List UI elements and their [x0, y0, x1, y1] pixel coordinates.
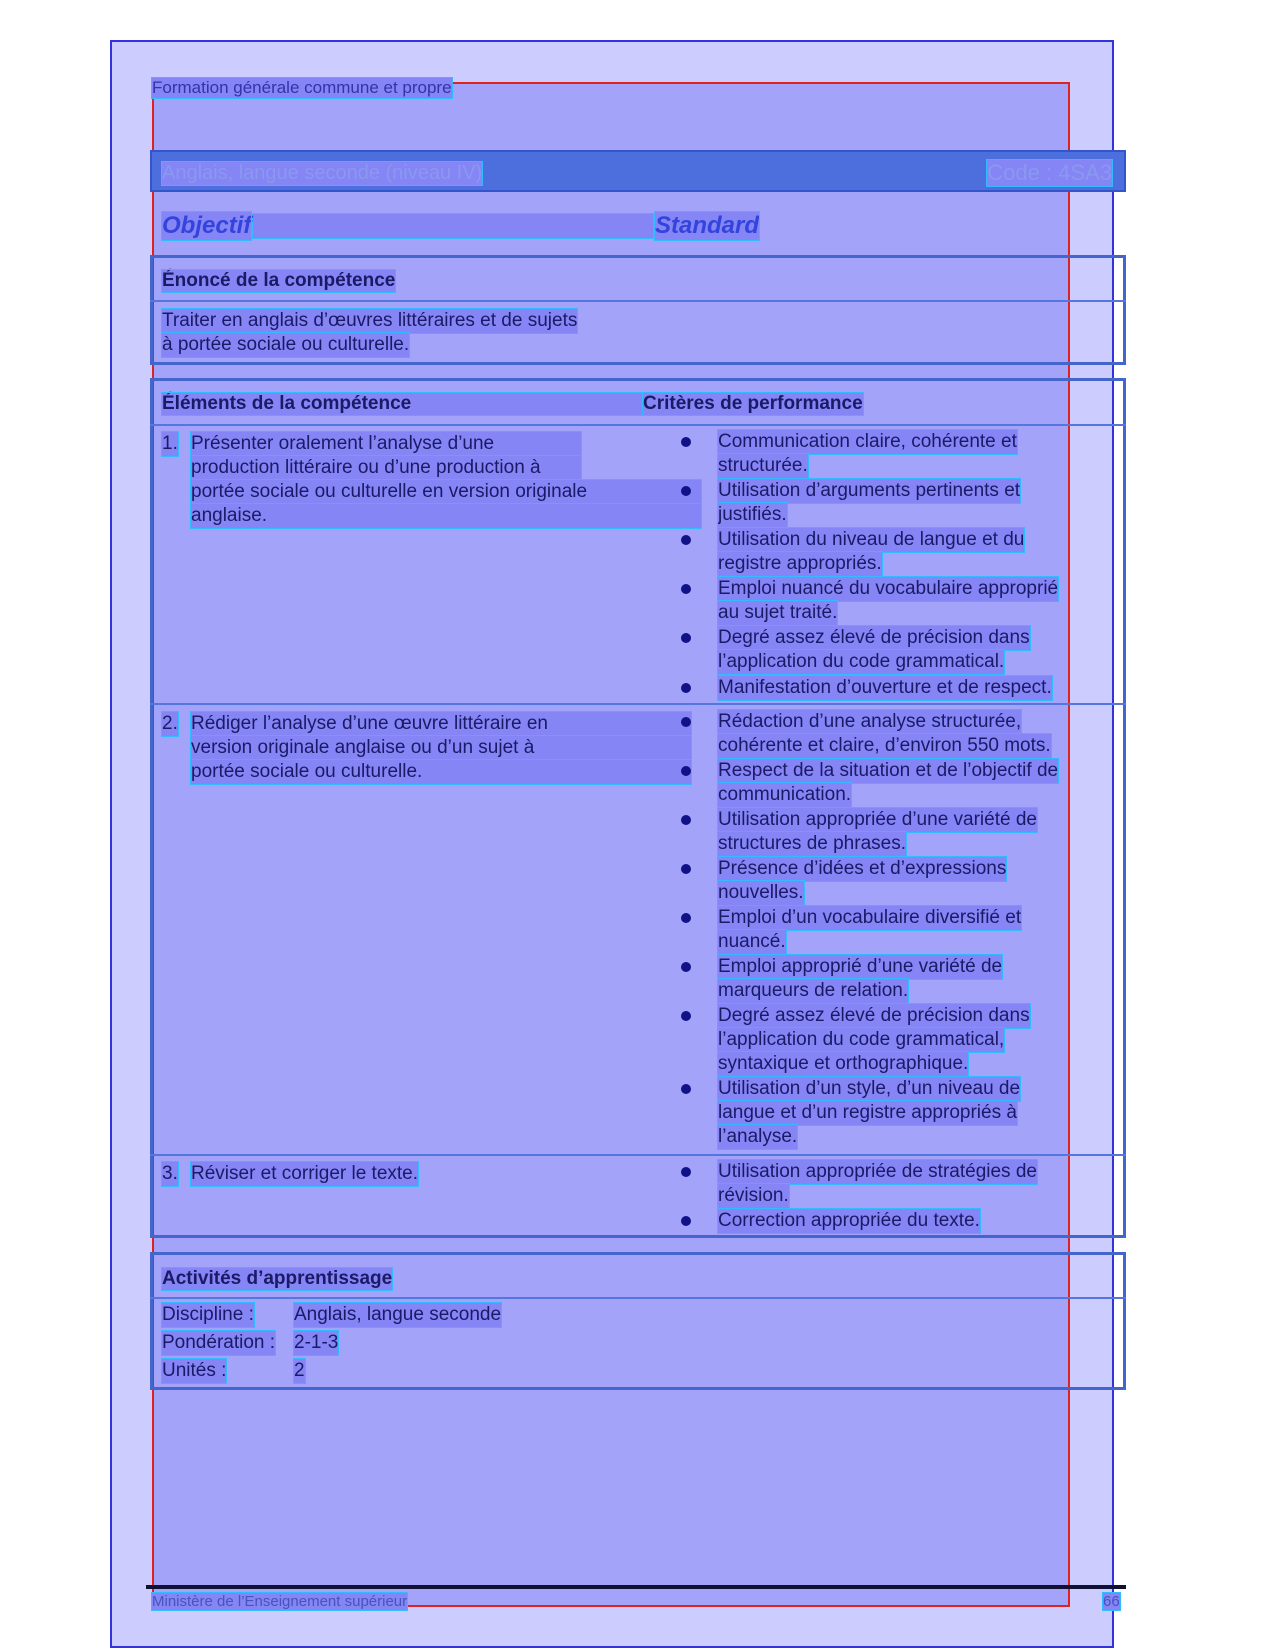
criterion-line: Utilisation appropriée de stratégies de: [718, 1161, 1037, 1182]
activite-value: 2-1-3: [294, 1332, 339, 1353]
criterion-line: syntaxique et orthographique.: [718, 1053, 969, 1074]
criterion-line: Utilisation appropriée d’une variété de: [718, 809, 1037, 830]
page-number: 66: [1103, 1593, 1120, 1610]
element-number: 3.: [162, 1163, 178, 1184]
element-line: Réviser et corriger le texte.: [191, 1163, 419, 1184]
criterion-line: Utilisation du niveau de langue et du: [718, 529, 1025, 550]
criterion-line: Emploi nuancé du vocabulaire approprié: [718, 578, 1059, 599]
criterion-line: Degré assez élevé de précision dans: [718, 1005, 1030, 1026]
criterion-line: l’application du code grammatical,: [718, 1029, 1005, 1050]
criterion-line: Respect de la situation et de l’objectif de: [718, 760, 1059, 781]
course-title: Anglais, langue seconde (niveau IV): [162, 162, 483, 184]
footer-ministry: Ministère de l’Enseignement supérieur: [152, 1593, 408, 1610]
criterion-line: Rédaction d’une analyse structurée,: [718, 711, 1022, 732]
criterion-line: Utilisation d’arguments pertinents et: [718, 480, 1021, 501]
criterion-line: nuancé.: [718, 931, 786, 952]
element-number: 1.: [162, 433, 178, 454]
bullet-icon: [681, 864, 691, 874]
elements-title: Éléments de la compétence: [162, 393, 642, 415]
activite-label: Discipline :: [162, 1304, 254, 1325]
criterion-line: Correction appropriée du texte.: [718, 1210, 980, 1231]
element-line: production littéraire ou d’une production à: [191, 456, 581, 480]
criterion-line: structurée.: [718, 455, 808, 476]
criterion-line: Manifestation d’ouverture et de respect.: [718, 677, 1052, 698]
criterion-line: langue et d’un registre appropriés à: [718, 1102, 1017, 1123]
bullet-icon: [681, 962, 691, 972]
criterion-line: Emploi d’un vocabulaire diversifié et: [718, 907, 1022, 928]
element-line: version originale anglaise ou d’un sujet à: [191, 736, 691, 760]
activite-value: 2: [294, 1360, 305, 1381]
criterion-line: justifiés.: [718, 504, 787, 525]
divider: [150, 703, 1126, 705]
divider: [150, 424, 1126, 426]
criterion-line: registre appropriés.: [718, 553, 882, 574]
criterion-line: marqueurs de relation.: [718, 980, 909, 1001]
element-line: Présenter oralement l’analyse d’une: [191, 432, 581, 456]
criterion-line: Utilisation d’un style, d’un niveau de: [718, 1078, 1021, 1099]
element-line: anglaise.: [191, 504, 701, 528]
divider: [150, 1297, 1126, 1299]
bullet-icon: [681, 633, 691, 643]
criterion-line: révision.: [718, 1185, 789, 1206]
course-title-bar: [150, 150, 1126, 192]
activite-label: Pondération :: [162, 1332, 276, 1353]
bullet-icon: [681, 486, 691, 496]
bullet-icon: [681, 815, 691, 825]
objectif-heading: Objectif: [162, 212, 252, 239]
criterion-line: l’analyse.: [718, 1126, 798, 1147]
header-text: Formation générale commune et propre: [152, 78, 452, 97]
activites-title: Activités d’apprentissage: [162, 1268, 393, 1289]
bullet-icon: [681, 584, 691, 594]
criterion-line: au sujet traité.: [718, 602, 838, 623]
bullet-icon: [681, 1167, 691, 1177]
bullet-icon: [681, 1084, 691, 1094]
divider: [150, 300, 1126, 302]
criterion-line: l’application du code grammatical.: [718, 651, 1005, 672]
criterion-line: nouvelles.: [718, 882, 804, 903]
criterion-line: Emploi approprié d’une variété de: [718, 956, 1003, 977]
footer-rule: [146, 1585, 1126, 1589]
criterion-line: structures de phrases.: [718, 833, 906, 854]
bullet-icon: [681, 535, 691, 545]
element-line: Rédiger l’analyse d’une œuvre littéraire en: [191, 712, 691, 736]
bullet-icon: [681, 766, 691, 776]
enonce-line: à portée sociale ou culturelle.: [162, 334, 410, 355]
bullet-icon: [681, 1216, 691, 1226]
bullet-icon: [681, 1011, 691, 1021]
bullet-icon: [681, 913, 691, 923]
enonce-title: Énoncé de la compétence: [162, 270, 396, 291]
enonce-line: Traiter en anglais d’œuvres littéraires et de sujets: [162, 310, 578, 331]
bullet-icon: [681, 717, 691, 727]
bullet-icon: [681, 437, 691, 447]
element-line: portée sociale ou culturelle.: [191, 760, 691, 784]
criteria-title: Critères de performance: [643, 393, 863, 414]
element-number: 2.: [162, 713, 178, 734]
divider: [150, 1154, 1126, 1156]
objectif-underline: [253, 214, 653, 238]
criterion-line: communication.: [718, 784, 852, 805]
element-line: portée sociale ou culturelle en version originale: [191, 480, 701, 504]
activite-value: Anglais, langue seconde: [294, 1304, 502, 1325]
bullet-icon: [681, 683, 691, 693]
criterion-line: Communication claire, cohérente et: [718, 431, 1017, 452]
course-code: Code : 4SA3: [987, 160, 1112, 185]
criterion-line: Degré assez élevé de précision dans: [718, 627, 1030, 648]
standard-heading: Standard: [655, 212, 760, 239]
criterion-line: cohérente et claire, d’environ 550 mots.: [718, 735, 1051, 756]
activite-label: Unités :: [162, 1360, 227, 1381]
criterion-line: Présence d’idées et d’expressions: [718, 858, 1007, 879]
